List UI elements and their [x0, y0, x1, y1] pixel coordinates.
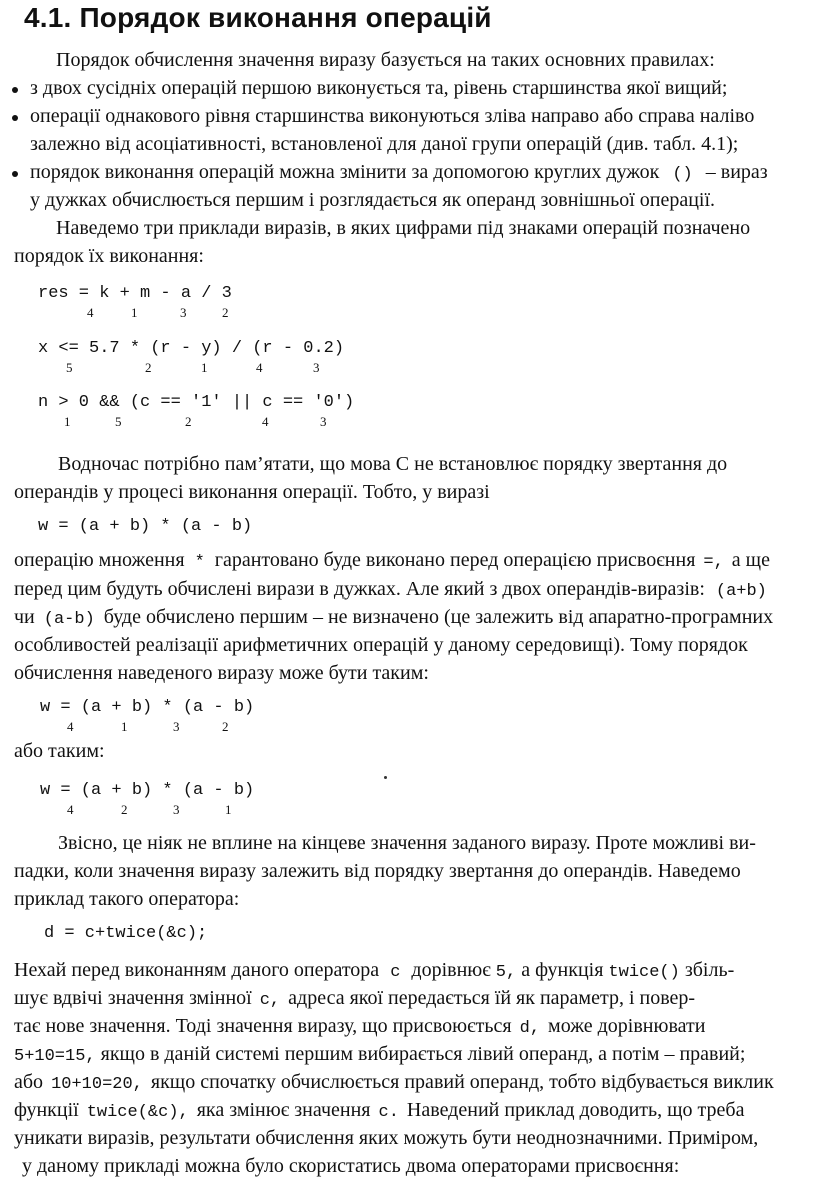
paragraph-3-line-5: обчислення наведеного виразу може бути таким: [14, 662, 429, 684]
paragraph-5-line-2 [14, 984, 695, 1015]
paragraph-4-line-1: Звісно, це ніяк не вплине на кінцеве значення заданого виразу. Проте можливі ви- [58, 832, 756, 854]
code-span: (a-b) [43, 610, 95, 629]
order-number: 3 [320, 414, 327, 429]
text: збіль- [684, 959, 735, 981]
order-number: 2 [145, 360, 152, 375]
order-number: 3 [173, 719, 180, 734]
statement-code: d = c+twice(&c); [44, 924, 208, 943]
text: перед цим будуть обчислені вирази в дужках. Але який з двох операндів-виразів: [14, 578, 705, 600]
text: буде обчислено першим – не визначено (це залежить від апаратно-програмних [103, 606, 774, 628]
variant-2-code: w = (a + b) * (a - b) [40, 781, 255, 800]
intro-paragraph: Порядок обчислення значення виразу базується на таких основних правилах: [56, 49, 715, 71]
or-such-label: або таким: [14, 740, 105, 762]
variant-1-order [0, 719, 400, 735]
text: чи [14, 606, 35, 628]
order-number: 1 [64, 414, 71, 429]
order-number: 4 [256, 360, 263, 375]
text: шує вдвічі значення змінної [14, 987, 252, 1009]
order-number: 4 [262, 414, 269, 429]
order-number: 3 [173, 802, 180, 817]
order-number: 5 [66, 360, 73, 375]
example-1-order [0, 305, 400, 321]
code-span: c, [259, 991, 281, 1010]
order-number: 3 [180, 305, 187, 320]
text: якщо спочатку обчислюється правий операнд, тобто відбувається виклик [150, 1071, 774, 1093]
order-number: 2 [185, 414, 192, 429]
example-3-order [0, 414, 400, 430]
text: а функція [521, 959, 604, 981]
text: яка змінює значення [196, 1099, 371, 1121]
section-heading: 4.1. Порядок виконання операцій [24, 2, 492, 33]
order-number: 2 [222, 719, 229, 734]
order-number: 4 [67, 802, 74, 817]
variant-2-order [0, 802, 400, 818]
text: тає нове значення. Тоді значення виразу, що присвоюється [14, 1015, 512, 1037]
rule-1: з двох сусідніх операцій першою виконується та, рівень старшинства якої вищий; [30, 77, 728, 99]
code-span: 10+10=20, [51, 1075, 143, 1094]
stray-mark [384, 776, 387, 779]
order-number: 3 [313, 360, 320, 375]
order-number: 2 [222, 305, 229, 320]
paragraph-5-line-6 [14, 1096, 744, 1127]
text: гарантовано буде виконано перед операцією присвоєння [214, 549, 696, 571]
code-span: c. [378, 1103, 399, 1122]
code-span: d, [519, 1019, 541, 1038]
rule-3-tail: – вираз [705, 161, 768, 183]
text: а ще [731, 549, 770, 571]
code-span: twice() [608, 963, 680, 982]
paragraph-5-line-8: у даному прикладі можна було скористатись двома операторами присвоєння: [22, 1155, 680, 1177]
example-2-code: x <= 5.7 * (r - y) / (r - 0.2) [38, 339, 345, 358]
rule-3-text: порядок виконання операцій можна змінити за допомогою круглих дужок [30, 161, 660, 183]
code-span: (a+b) [715, 582, 767, 601]
paragraph-3-line-4: особливостей реалізації арифметичних операцій у даному середовищі). Тому порядок [14, 634, 748, 656]
paragraph-3-line-3 [14, 603, 773, 634]
paragraph-2-line-2: операндів у процесі виконання операції. Тобто, у виразі [14, 481, 490, 503]
rule-2-line-2: залежно від асоціативності, встановленої для даної групи операцій (див. табл. 4.1); [30, 133, 739, 155]
paragraph-3-line-1 [14, 546, 770, 577]
examples-intro-line-1: Наведемо три приклади виразів, в яких цифрами під знаками операцій позначено [56, 217, 751, 239]
example-1-code: res = k + m - a / 3 [38, 284, 232, 303]
example-2-order [0, 360, 400, 376]
variant-1-code: w = (a + b) * (a - b) [40, 698, 255, 717]
parens-code: () [672, 165, 693, 184]
text: або [14, 1071, 44, 1093]
order-number: 2 [121, 802, 128, 817]
example-3-code: n > 0 && (c == '1' || c == '0') [38, 393, 355, 412]
code-span: 5+10=15, [14, 1047, 96, 1066]
code-span: =, [703, 553, 724, 572]
text: Нехай перед виконанням даного оператора [14, 959, 380, 981]
order-number: 5 [115, 414, 122, 429]
bullet-icon [12, 171, 18, 177]
text: якщо в даній системі першим вибирається лівий операнд, а потім – правий; [100, 1043, 746, 1065]
text: Наведений приклад доводить, що треба [406, 1099, 745, 1121]
text: дорівнює [411, 959, 491, 981]
text: операцію множення [14, 549, 185, 571]
order-number: 1 [121, 719, 128, 734]
code-span: c [390, 963, 401, 982]
paragraph-5-line-7: уникати виразів, результати обчислення яких можуть бути неоднозначними. Приміром, [14, 1127, 759, 1149]
order-number: 1 [225, 802, 232, 817]
bullet-icon [12, 87, 18, 93]
paragraph-2-line-1: Водночас потрібно пам’ятати, що мова С не встановлює порядку звертання до [58, 453, 728, 475]
examples-intro-line-2: порядок їх виконання: [14, 245, 204, 267]
code-span: twice(&c), [86, 1103, 189, 1122]
code-span: * [194, 553, 205, 572]
paragraph-5-line-4 [14, 1040, 745, 1071]
rule-2-line-1: операції однакового рівня старшинства виконуються зліва направо або справа наліво [30, 105, 755, 127]
rule-3-line-1 [30, 158, 768, 189]
text: адреса якої передається їй як параметр, і повер- [288, 987, 696, 1009]
rule-3-line-2: у дужках обчислюється першим і розглядається як операнд зовнішньої операції. [30, 189, 716, 211]
paragraph-4-line-3: приклад такого оператора: [14, 888, 240, 910]
order-number: 4 [67, 719, 74, 734]
code-span: 5, [495, 963, 517, 982]
text: може дорівнювати [548, 1015, 706, 1037]
expression-w: w = (a + b) * (a - b) [38, 517, 253, 536]
bullet-icon [12, 115, 18, 121]
text: функції [14, 1099, 79, 1121]
order-number: 4 [87, 305, 94, 320]
order-number: 1 [201, 360, 208, 375]
paragraph-4-line-2: падки, коли значення виразу залежить від порядку звертання до операндів. Наведемо [14, 860, 741, 882]
order-number: 1 [131, 305, 138, 320]
paragraph-5-line-1 [14, 956, 734, 987]
paragraph-5-line-5 [14, 1068, 774, 1099]
paragraph-5-line-3 [14, 1012, 705, 1043]
paragraph-3-line-2 [14, 575, 767, 606]
